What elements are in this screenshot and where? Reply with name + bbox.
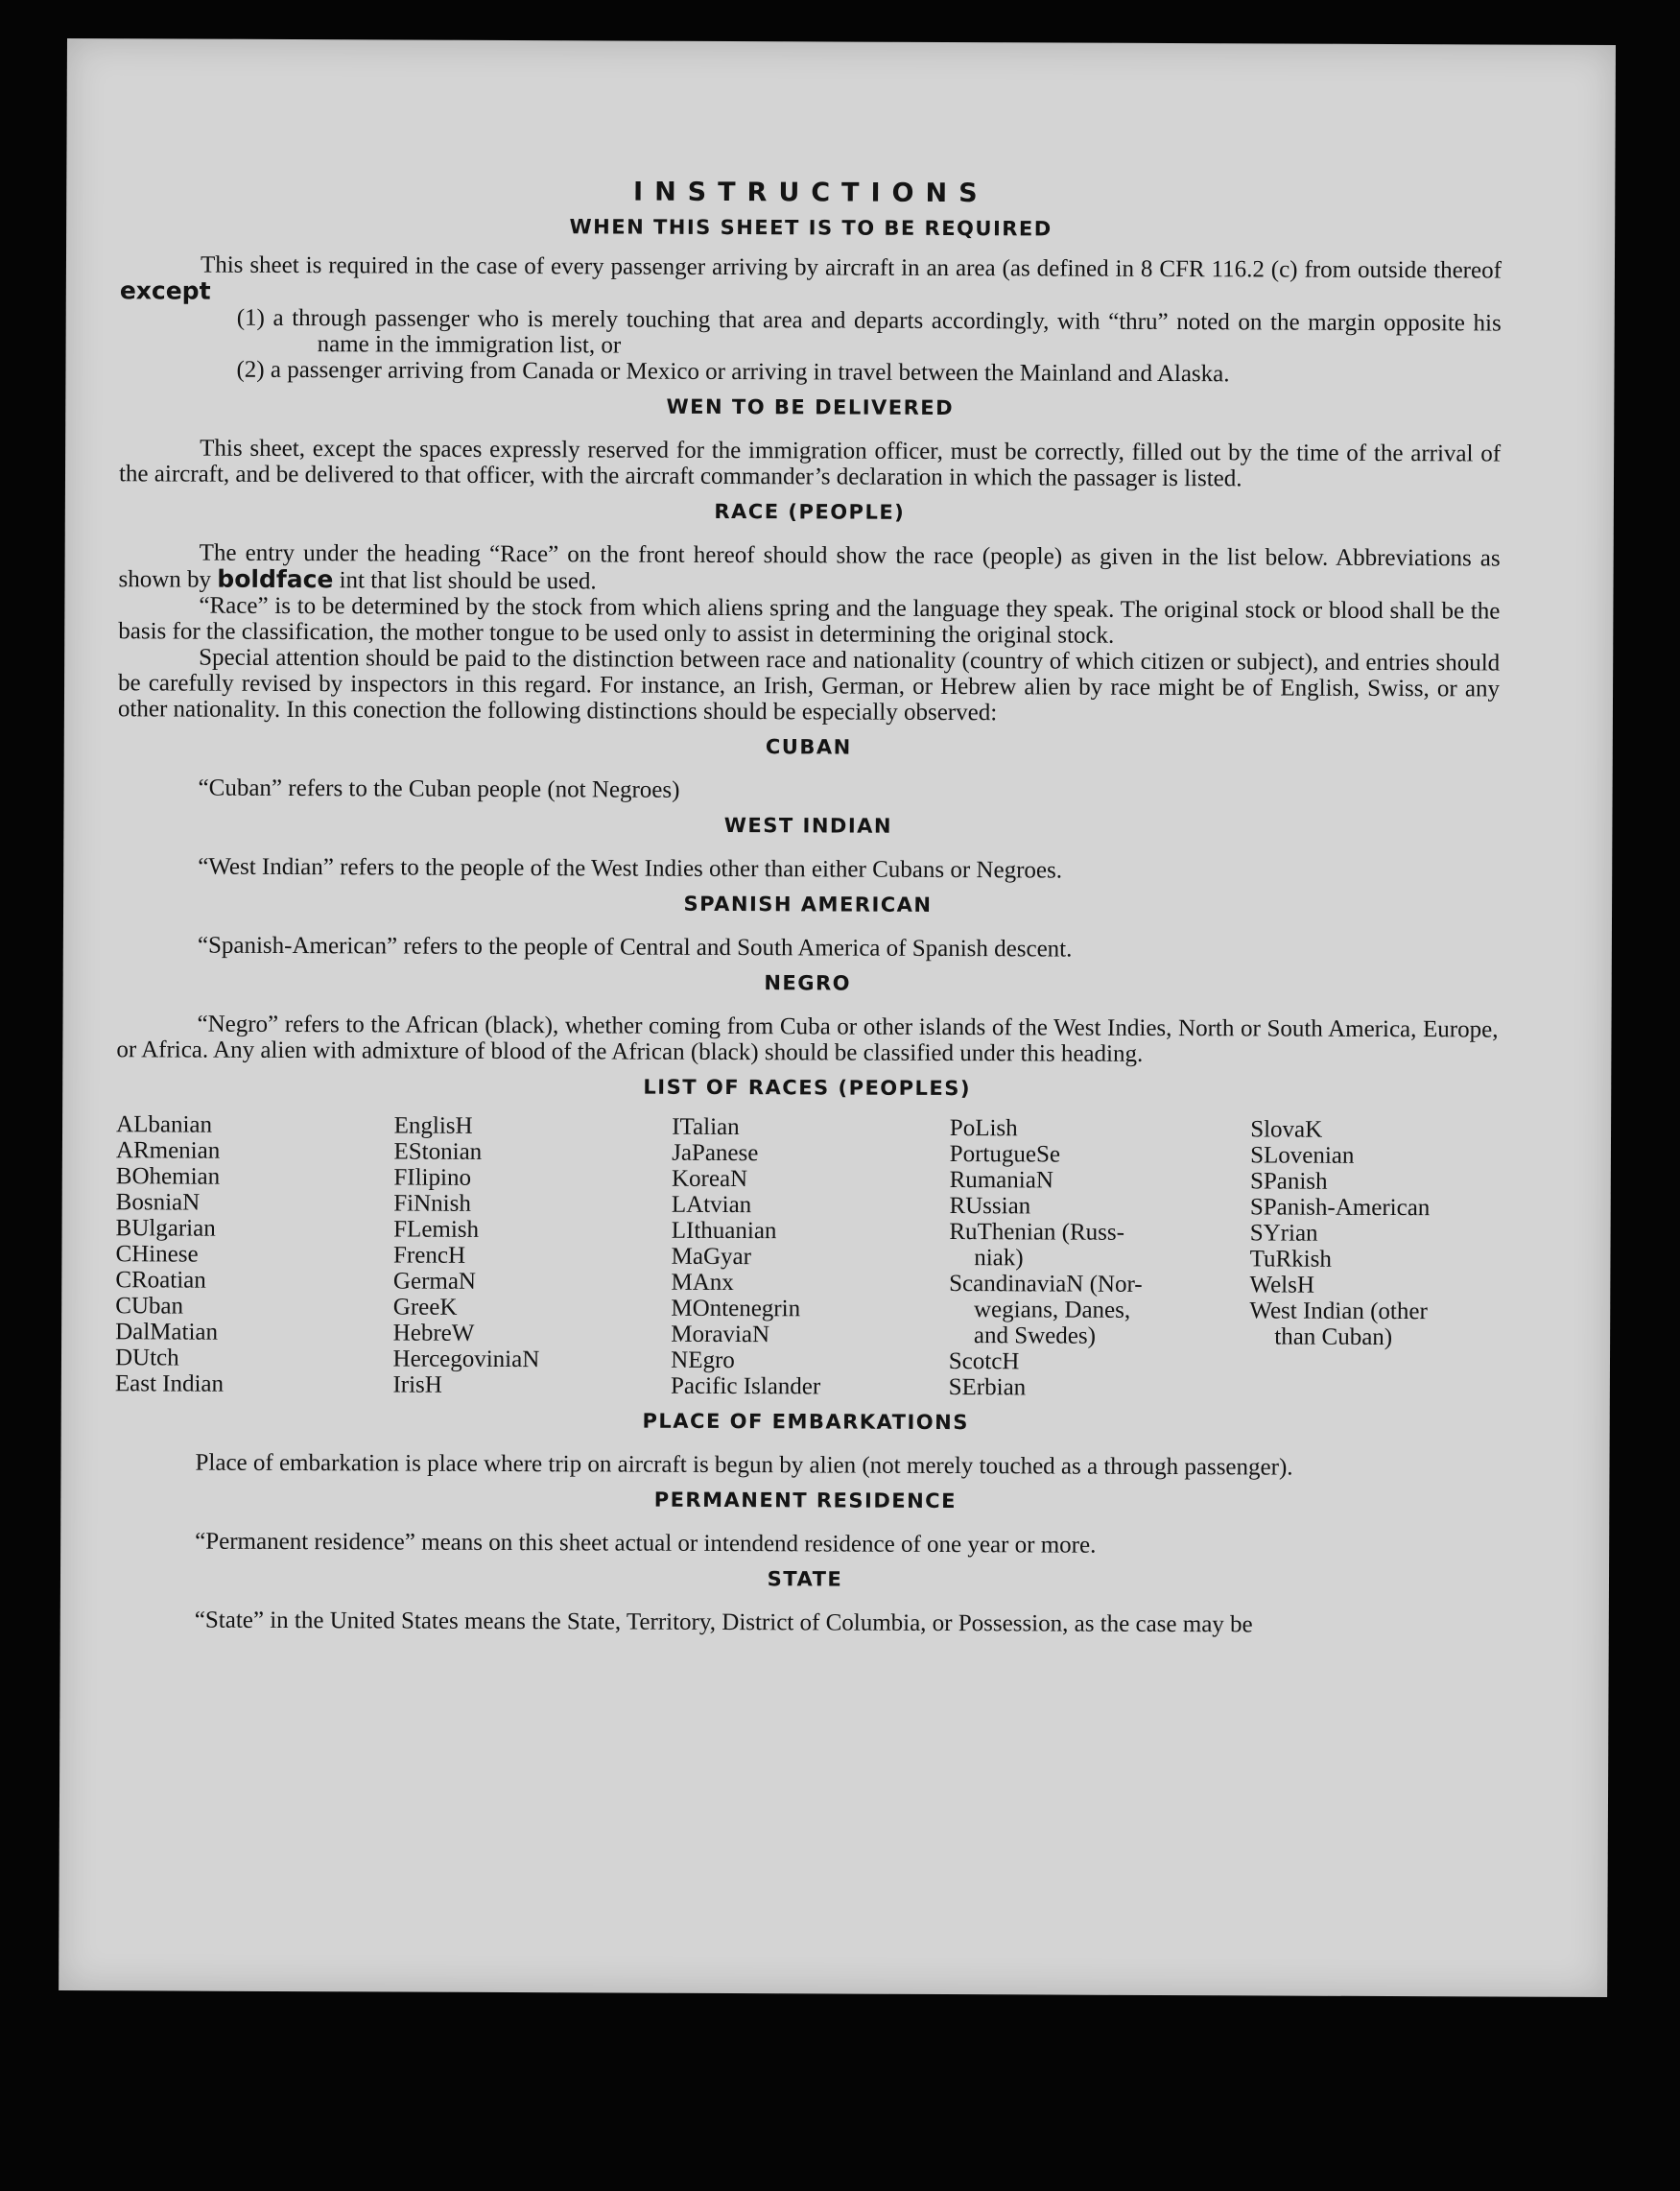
- list-item: LAtvian: [671, 1191, 752, 1219]
- list-item: and Swedes): [973, 1322, 1097, 1349]
- list-item: EStonian: [393, 1138, 483, 1165]
- race-paragraph-3: Special attention should be paid to the distinction between race and nationality (country of which citizen or subject), and entries should be carefully revised by inspectors in this regard. For instance, an Irish, German, or Hebrew alien by race might be of English, Swiss, or any other nationality. In this conection the following distinctions should be especially observed:: [117, 644, 1501, 726]
- list-item: IrisH: [392, 1371, 442, 1398]
- list-item: BOhemian: [115, 1163, 221, 1190]
- heading-required: WHEN THIS SHEET IS TO BE REQUIRED: [569, 215, 1053, 241]
- list-item: MaGyar: [671, 1243, 752, 1271]
- list-item: CRoatian: [115, 1267, 206, 1294]
- list-item: MoraviaN: [671, 1321, 770, 1348]
- race-p1-a: The entry under the heading “Race” on the front hereof should show the race (people) as given in the list below. Abbreviations as shown by: [118, 539, 1501, 593]
- list-item: RumaniaN: [949, 1167, 1053, 1194]
- list-item: HebreW: [392, 1320, 475, 1346]
- required-intro-text: This sheet is required in the case of every passenger arriving by aircraft in an area (as defined in 8 CFR 116.2 (c) from outside thereof: [200, 251, 1503, 284]
- list-item: SPanish: [1249, 1168, 1328, 1195]
- list-item: ARmenian: [115, 1137, 221, 1164]
- list-item: RuThenian (Russ-: [949, 1219, 1125, 1246]
- heading-cuban: CUBAN: [765, 735, 852, 759]
- list-item: ScandinaviaN (Nor-: [949, 1271, 1143, 1298]
- races-column-4: [949, 1115, 1251, 1401]
- heading-spanish-american: SPANISH AMERICAN: [683, 892, 933, 917]
- heading-list-of-races: LIST OF RACES (PEOPLES): [643, 1075, 972, 1101]
- heading-embarkation: PLACE OF EMBARKATIONS: [642, 1409, 969, 1435]
- list-item: wegians, Danes,: [973, 1297, 1131, 1323]
- west-indian-text: “West Indian” refers to the people of the West Indies other than either Cubans or Negroes.: [198, 853, 1063, 884]
- list-item: KoreaN: [671, 1165, 748, 1193]
- list-item: LIthuanian: [671, 1217, 777, 1245]
- required-item-2: (2) a passenger arriving from Canada or Mexico or arriving in travel between the Mainland and Alaska.: [236, 356, 1230, 388]
- race-paragraph-1: [118, 539, 1500, 598]
- list-item: GreeK: [392, 1294, 458, 1321]
- list-item: ALbanian: [116, 1111, 213, 1138]
- heading-negro: NEGRO: [764, 971, 852, 995]
- list-item: JaPanese: [672, 1139, 759, 1167]
- list-item: NEgro: [671, 1346, 735, 1374]
- race-p1-b: int that list should be used.: [339, 567, 597, 595]
- delivered-text: This sheet, except the spaces expressly reserved for the immigration officer, must be correctly, filled out by the time of the arrival of the aircraft, and be delivered to that officer, with the aircraft commander’s declaration in which the passager is listed.: [118, 435, 1502, 492]
- negro-text: “Negro” refers to the African (black), whether coming from Cuba or other islands of the West Indies, North or South America, Europe, or Africa. Any alien with admixture of blood of the African (black) should be classified under this heading.: [116, 1011, 1499, 1067]
- list-item: EnglisH: [393, 1112, 473, 1139]
- list-item: SLovenian: [1250, 1142, 1355, 1169]
- list-item: SYrian: [1249, 1220, 1318, 1247]
- list-item: CUban: [115, 1293, 184, 1320]
- heading-permanent-residence: PERMANENT RESIDENCE: [653, 1488, 958, 1513]
- list-item: SlovaK: [1250, 1116, 1323, 1143]
- list-item: West Indian (other: [1249, 1298, 1428, 1325]
- list-item: HercegoviniaN: [392, 1346, 540, 1373]
- document-sheet: [59, 38, 1616, 1997]
- required-except: except: [119, 276, 211, 305]
- races-column-1: [115, 1111, 394, 1397]
- cuban-text: “Cuban” refers to the Cuban people (not Negroes): [198, 774, 680, 803]
- list-item: FIlipino: [393, 1164, 472, 1191]
- list-item: BosniaN: [115, 1189, 201, 1216]
- races-column-2: [392, 1112, 672, 1398]
- race-paragraph-2: “Race” is to be determined by the stock from which aliens spring and the language they speak. The original stock or blood shall be the basis for the classification, the mother tongue to be used only to assist in determining the original stock.: [118, 592, 1501, 649]
- list-item: ScotcH: [948, 1348, 1020, 1375]
- list-item: East Indian: [114, 1370, 225, 1397]
- heading-west-indian: WEST INDIAN: [723, 813, 893, 838]
- list-item: MOntenegrin: [671, 1295, 801, 1322]
- list-item: FrencH: [393, 1242, 466, 1269]
- list-item: ITalian: [672, 1113, 740, 1141]
- heading-race: RACE (PEOPLE): [714, 499, 906, 524]
- races-list: [115, 1111, 1498, 1402]
- list-item: BUlgarian: [115, 1215, 216, 1242]
- spanish-american-text: “Spanish-American” refers to the people of Central and South America of Spanish descent.: [197, 932, 1073, 963]
- race-p1-bold: boldface: [217, 564, 334, 594]
- list-item: CHinese: [115, 1241, 199, 1268]
- races-column-3: [671, 1114, 950, 1400]
- list-item: FiNnish: [393, 1190, 471, 1217]
- page-title: INSTRUCTIONS: [632, 177, 989, 209]
- list-item: PortugueSe: [949, 1141, 1061, 1168]
- list-item: GermaN: [392, 1268, 477, 1295]
- instructions-content: [114, 177, 1503, 1638]
- required-item-1: (1) a through passenger who is merely touching that area and departs accordingly, with “thru” noted on the margin opposite his name in the immigration list, or: [236, 304, 1502, 359]
- list-item: WelsH: [1249, 1272, 1314, 1298]
- races-column-5: [1249, 1116, 1498, 1402]
- embarkation-text: Place of embarkation is place where trip on aircraft is begun by alien (not merely touched as a through passenger).: [195, 1449, 1293, 1481]
- list-item: DalMatian: [115, 1319, 219, 1346]
- list-item: FLemish: [393, 1216, 480, 1243]
- list-item: DUtch: [114, 1345, 179, 1371]
- list-item: SErbian: [948, 1374, 1027, 1401]
- list-item: MAnx: [671, 1269, 734, 1297]
- list-item: PoLish: [949, 1115, 1018, 1142]
- list-item: than Cuban): [1274, 1323, 1393, 1351]
- list-item: niak): [974, 1245, 1024, 1272]
- list-item: Pacific Islander: [671, 1372, 821, 1400]
- list-item: SPanish-American: [1249, 1194, 1431, 1222]
- residence-text: “Permanent residence” means on this sheet actual or intendend residence of one year or more.: [195, 1528, 1097, 1559]
- list-item: RUssian: [949, 1193, 1031, 1220]
- list-item: TuRkish: [1249, 1246, 1332, 1273]
- state-text: “State” in the United States means the State, Territory, District of Columbia, or Possession, as the case may be: [194, 1607, 1253, 1638]
- heading-delivered: WEN TO BE DELIVERED: [666, 394, 955, 420]
- required-intro: [120, 251, 1502, 310]
- heading-state: STATE: [767, 1567, 843, 1591]
